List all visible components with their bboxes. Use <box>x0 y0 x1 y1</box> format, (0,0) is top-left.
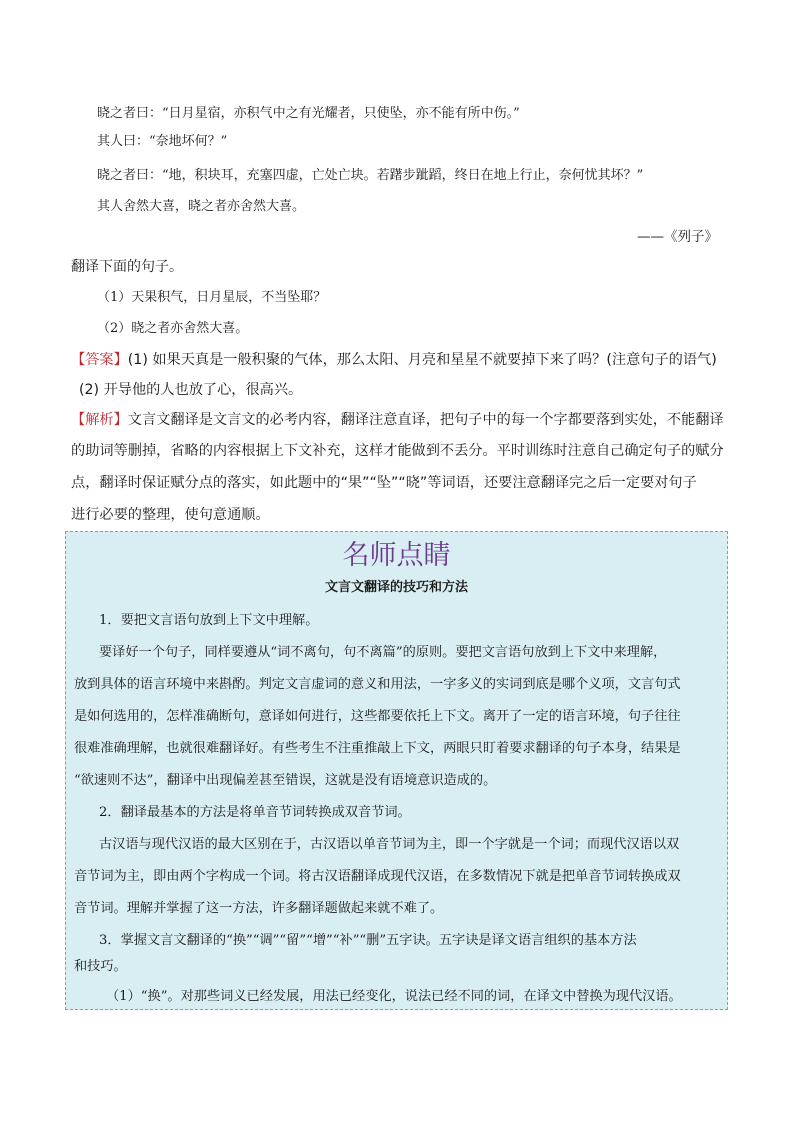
tips-p2-line-1: 古汉语与现代汉语的最大区别在于，古汉语以单音节词为主，即一个字就是一个词；而现代汉语以双 <box>99 837 680 852</box>
tips-p1-line-4: 很难准确理解，也就很难翻译好。有些考生不注重推敲上下文，两眼只盯着要求翻译的句子本身，结果是 <box>74 741 681 756</box>
tips-heading-1: 1．要把文言语句放到上下文中理解。 <box>99 613 319 628</box>
tips-heading-3-line-1: 3．掌握文言文翻译的“换”“调”“留”“增”“补”“删”五字诀。五字诀是译文语言组织的基本方法 <box>99 933 637 948</box>
tips-p2-line-3: 音节词。理解并掌握了这一方法，许多翻译题做起来就不难了。 <box>74 901 444 916</box>
analysis-label: 【解析】 <box>71 412 128 428</box>
tips-p1-line-2: 放到具体的语言环境中来斟酌。判定文言虚词的意义和用法，一字多义的实词到底是哪个义项，文言句式 <box>74 677 681 692</box>
answer-line-1 <box>71 350 717 370</box>
tips-box <box>65 531 728 1010</box>
analysis-text-1: 文言文翻译是文言文的必考内容，翻译注意直译，把句子中的每一个字都要落到实处，不能翻译 <box>127 412 724 428</box>
passage-source: ——《列子》 <box>637 229 718 245</box>
passage-line-2: 其人曰：“奈地坏何？” <box>97 134 228 149</box>
tips-p3-line-1: （1）“换”。对那些词义已经发展，用法已经变化，说法已经不同的词，在译文中替换为现代汉语。 <box>106 989 682 1004</box>
question-prompt: 翻译下面的句子。 <box>71 259 183 275</box>
analysis-line-4: 进行必要的整理，使句意通顺。 <box>71 507 270 523</box>
tips-p2-line-2: 音节词为主，即由两个字构成一个词。将古汉语翻译成现代汉语，在多数情况下就是把单音节词转换成双 <box>74 869 681 884</box>
tips-heading-2: 2．翻译最基本的方法是将单音节词转换成双音节词。 <box>99 805 411 820</box>
passage-line-4: 其人舍然大喜，晓之者亦舍然大喜。 <box>97 199 306 214</box>
analysis-line-3: 点，翻译时保证赋分点的落实，如此题中的“果”“坠”“晓”等词语，还要注意翻译完之后一定要对句子 <box>71 475 697 491</box>
analysis-line-2: 的助词等删掉，省略的内容根据上下文补充，这样才能做到不丢分。平时训练时注意自己确定句子的赋分 <box>71 443 724 459</box>
question-item-2: （2）晓之者亦舍然大喜。 <box>97 321 249 336</box>
tips-title: 名师点睛 <box>342 540 451 571</box>
analysis-line-1 <box>71 410 723 430</box>
tips-p1-line-1: 要译好一个句子，同样要遵从“词不离句，句不离篇”的原则。要把文言语句放到上下文中来理解， <box>99 645 667 660</box>
answer-line-2: (2) 开导他的人也放了心，很高兴。 <box>79 382 303 398</box>
passage-line-1: 晓之者曰：“日月星宿，亦积气中之有光耀者，只使坠，亦不能有所中伤。” <box>97 106 520 121</box>
tips-p1-line-3: 是如何选用的，怎样准确断句，意译如何进行，这些都要依托上下文。离开了一定的语言环境，句子往往 <box>74 709 681 724</box>
tips-p1-line-5: “欲速则不达”，翻译中出现偏差甚至错误，这就是没有语境意识造成的。 <box>74 773 497 788</box>
question-item-1: （1）天果积气，日月星辰，不当坠耶？ <box>97 290 327 305</box>
answer-text-1: (1) 如果天真是一般积聚的气体，那么太阳、月亮和星星不就要掉下来了吗？(注意句子的语气) <box>127 352 717 368</box>
passage-line-3: 晓之者曰：“地，积块耳，充塞四虚，亡处亡块。若躇步跐蹈，终日在地上行止，奈何忧其坏？” <box>97 168 644 183</box>
answer-label: 【答案】 <box>71 352 128 368</box>
tips-heading-3-line-2: 和技巧。 <box>74 959 127 974</box>
tips-subtitle: 文言文翻译的技巧和方法 <box>324 580 468 595</box>
